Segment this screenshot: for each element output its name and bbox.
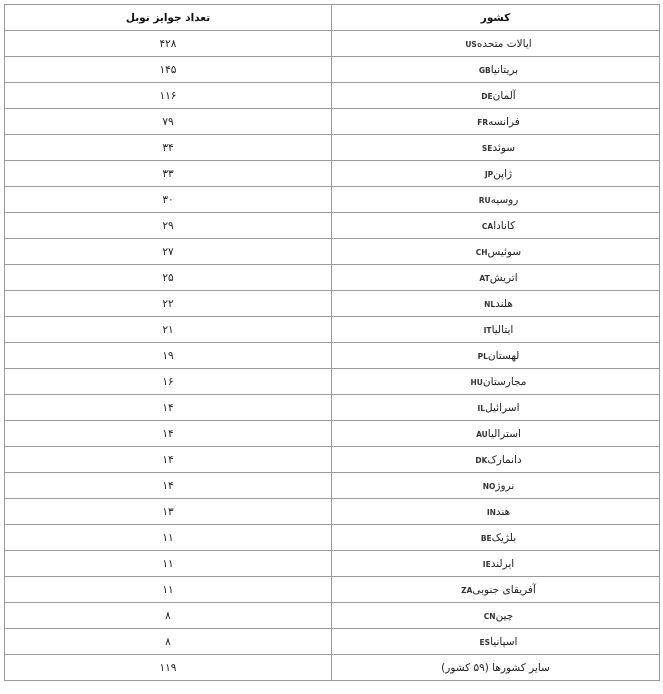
country-code: CN (483, 611, 496, 621)
country-cell (332, 265, 660, 291)
country-name: بلژیک (491, 531, 517, 544)
country-label (473, 194, 519, 206)
country-code: IT (483, 325, 492, 335)
prize-count-cell: ۱۴ (5, 473, 332, 499)
country-code: DE (481, 91, 493, 101)
table-row (5, 395, 660, 421)
country-label (459, 38, 531, 50)
country-name: سوئد (492, 141, 516, 154)
prize-count-cell: ۲۲ (5, 291, 332, 317)
country-code: ES (479, 637, 491, 647)
table-row (5, 161, 660, 187)
country-code: IL (477, 403, 486, 413)
country-label (477, 558, 514, 570)
country-label (471, 402, 519, 414)
prize-count-cell: ۱۱ (5, 525, 332, 551)
prize-count-cell: ۳۳ (5, 161, 332, 187)
country-label (455, 584, 536, 596)
country-code: PL (477, 351, 488, 361)
country-cell (332, 317, 660, 343)
table-row (5, 629, 660, 655)
country-name: ایالات متحده (476, 37, 532, 50)
country-label (478, 324, 514, 336)
country-name: هلند (495, 297, 513, 310)
country-label (475, 90, 515, 102)
nobel-prizes-table-container (4, 4, 659, 681)
country-name: آلمان (492, 89, 516, 102)
country-cell (332, 187, 660, 213)
country-name: بریتانیا (490, 63, 519, 76)
country-cell (332, 395, 660, 421)
country-cell (332, 239, 660, 265)
country-name: نروژ (495, 479, 515, 492)
table-body (5, 31, 660, 681)
country-code: RU (478, 195, 491, 205)
country-cell (332, 213, 660, 239)
country-code: DK (475, 455, 488, 465)
country-name: ایتالیا (491, 323, 514, 336)
table-row (5, 447, 660, 473)
table-row (5, 421, 660, 447)
country-cell (332, 473, 660, 499)
country-label (477, 480, 515, 492)
prize-count-cell: ۱۱ (5, 577, 332, 603)
country-label (465, 376, 527, 388)
table-row (5, 577, 660, 603)
table-row (5, 473, 660, 499)
country-code: CH (475, 247, 488, 257)
country-cell (332, 57, 660, 83)
country-label (481, 506, 510, 518)
prize-count-cell: ۴۲۸ (5, 31, 332, 57)
country-code: ZA (461, 585, 473, 595)
prize-count-cell: ۲۱ (5, 317, 332, 343)
country-code: FR (477, 117, 489, 127)
table-row (5, 239, 660, 265)
country-label (441, 662, 550, 674)
country-name: لهستان (487, 349, 520, 362)
prize-count-cell: ۱۴ (5, 421, 332, 447)
country-code: GB (478, 65, 491, 75)
table-row (5, 551, 660, 577)
country-label (474, 636, 518, 648)
country-name: کانادا (493, 219, 516, 232)
country-label (473, 64, 518, 76)
table-row (5, 291, 660, 317)
country-code: US (465, 39, 477, 49)
country-name: اسپانیا (490, 635, 518, 648)
table-row (5, 57, 660, 83)
country-cell (332, 161, 660, 187)
country-name: سایر کشورها (۵۹ کشور) (441, 661, 550, 674)
table-row (5, 655, 660, 681)
country-label (471, 116, 520, 128)
country-name: سوئیس (487, 245, 522, 258)
country-code: NL (484, 299, 496, 309)
country-cell (332, 421, 660, 447)
country-name: ژاپن (493, 167, 513, 180)
country-label (470, 428, 521, 440)
country-name: ایرلند (490, 557, 515, 570)
country-cell (332, 629, 660, 655)
country-cell (332, 499, 660, 525)
prize-count-cell: ۱۴ (5, 447, 332, 473)
country-cell (332, 551, 660, 577)
prize-count-cell: ۱۹ (5, 343, 332, 369)
country-label (476, 142, 515, 154)
country-label (476, 220, 515, 232)
table-row (5, 369, 660, 395)
country-cell (332, 525, 660, 551)
prize-count-cell: ۳۴ (5, 135, 332, 161)
prize-count-cell: ۱۱۹ (5, 655, 332, 681)
country-code: NO (482, 481, 496, 491)
country-label (469, 454, 521, 466)
country-name: آفریقای جنوبی (472, 583, 536, 596)
table-row (5, 187, 660, 213)
country-cell (332, 135, 660, 161)
table-row (5, 265, 660, 291)
country-cell (332, 655, 660, 681)
country-cell (332, 109, 660, 135)
country-cell (332, 31, 660, 57)
prize-count-cell: ۲۷ (5, 239, 332, 265)
prize-count-cell: ۳۰ (5, 187, 332, 213)
prize-count-cell: ۱۳ (5, 499, 332, 525)
country-label (472, 350, 520, 362)
country-label (473, 272, 517, 284)
country-name: استرالیا (487, 427, 521, 440)
prize-count-cell: ۱۱ (5, 551, 332, 577)
prize-count-cell: ۱۴۵ (5, 57, 332, 83)
prize-count-cell: ۱۱۶ (5, 83, 332, 109)
table-row (5, 83, 660, 109)
table-row (5, 135, 660, 161)
table-row (5, 31, 660, 57)
country-name: فرانسه (488, 115, 520, 128)
country-code: IN (486, 507, 496, 517)
table-row (5, 343, 660, 369)
prize-count-cell: ۸ (5, 603, 332, 629)
prize-count-cell: ۲۹ (5, 213, 332, 239)
country-cell (332, 343, 660, 369)
country-cell (332, 577, 660, 603)
country-code: IE (482, 559, 491, 569)
table-row (5, 213, 660, 239)
country-label (478, 610, 513, 622)
table-row (5, 603, 660, 629)
nobel-prizes-table (4, 4, 660, 681)
table-row (5, 109, 660, 135)
table-header-row (5, 5, 660, 31)
country-label (475, 532, 516, 544)
country-cell (332, 83, 660, 109)
country-label (479, 168, 512, 180)
prize-count-cell: ۱۶ (5, 369, 332, 395)
country-code: BE (480, 533, 492, 543)
country-name: اسرائیل (485, 401, 520, 414)
prize-count-cell: ۱۴ (5, 395, 332, 421)
country-name: چین (495, 609, 514, 622)
country-cell (332, 447, 660, 473)
country-code: AU (476, 429, 488, 439)
country-label (478, 298, 513, 310)
country-code: SE (481, 143, 493, 153)
table-row (5, 499, 660, 525)
country-name: اتریش (489, 271, 518, 284)
header-prize-count: تعداد جوایز نوبل (5, 5, 332, 31)
prize-count-cell: ۲۵ (5, 265, 332, 291)
prize-count-cell: ۸ (5, 629, 332, 655)
country-cell (332, 291, 660, 317)
country-cell (332, 369, 660, 395)
country-code: AT (479, 273, 490, 283)
prize-count-cell: ۷۹ (5, 109, 332, 135)
country-label (470, 246, 521, 258)
header-country: کشور (332, 5, 660, 31)
country-code: CA (481, 221, 494, 231)
country-name: روسیه (490, 193, 519, 206)
country-name: هند (495, 505, 511, 518)
country-code: HU (470, 377, 483, 387)
country-code: JP (484, 169, 494, 179)
country-name: مجارستان (482, 375, 527, 388)
country-name: دانمارک (487, 453, 522, 466)
table-row (5, 317, 660, 343)
country-cell (332, 603, 660, 629)
table-row (5, 525, 660, 551)
